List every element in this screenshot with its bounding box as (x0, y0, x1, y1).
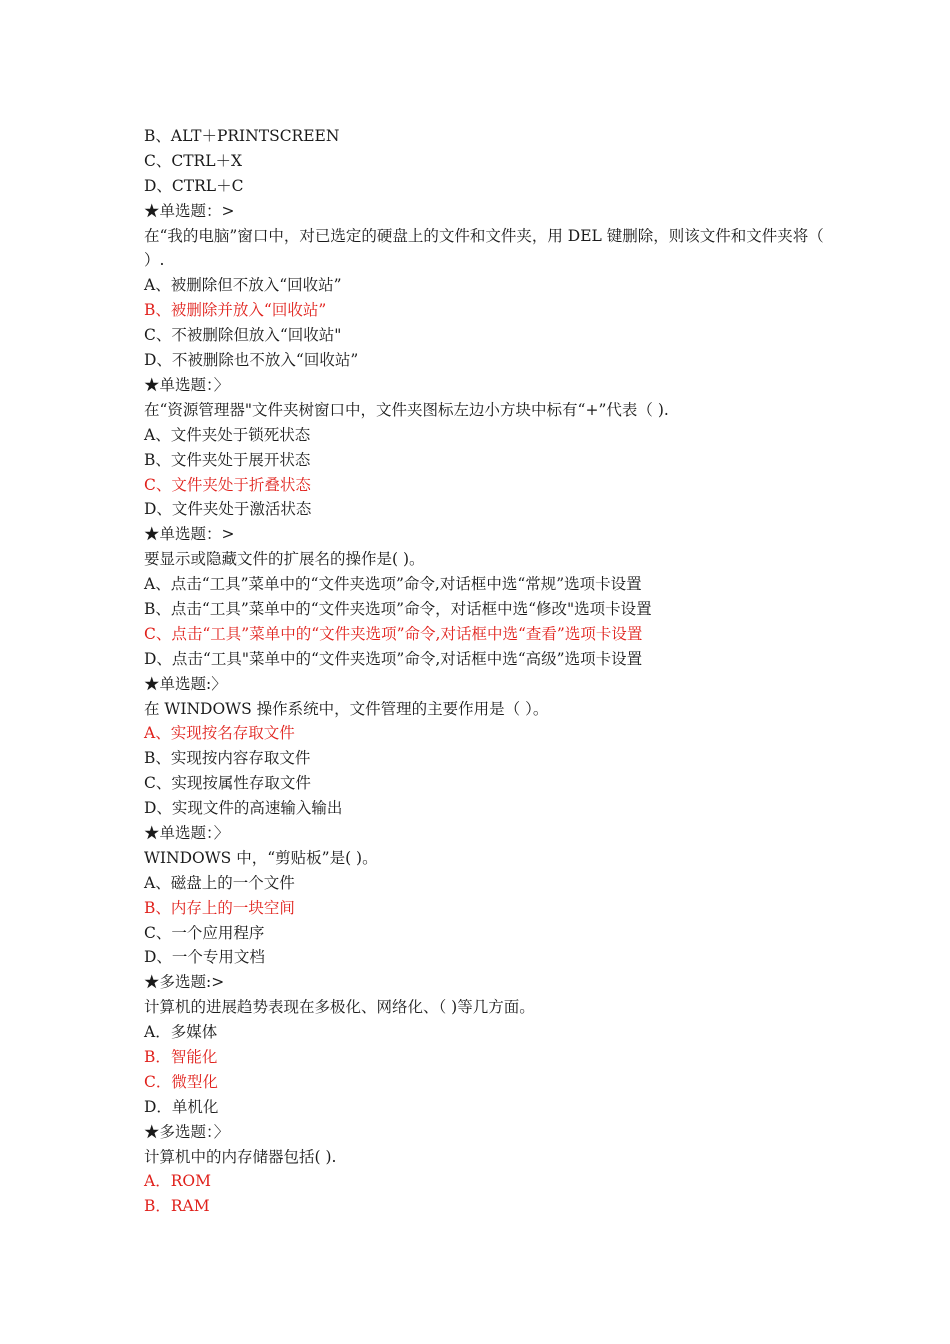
question-type-label: ★多选题：〉 (144, 1122, 230, 1141)
answer-option: B、文件夹处于展开状态 (144, 450, 311, 469)
answer-option: B、实现按内容存取文件 (144, 749, 311, 768)
answer-option: A、磁盘上的一个文件 (144, 873, 295, 892)
answer-option: C、实现按属性存取文件 (144, 774, 311, 793)
answer-option: D、CTRL＋C (144, 176, 244, 195)
question-type-label: ★单选题:〉 (144, 674, 227, 693)
question-text: 在“资源管理器"文件夹树窗口中，文件夹图标左边小方块中标有“+”代表（ ). (144, 400, 669, 419)
answer-option: C、不被删除但放入“回收站" (144, 326, 342, 345)
question-text: 在“我的电脑”窗口中，对已选定的硬盘上的文件和文件夹，用 DEL 键删除，则该文件和文件夹将（ ）. (144, 226, 824, 270)
question-text: 要显示或隐藏文件的扩展名的操作是( )。 (144, 550, 425, 569)
question-type-label: ★单选题：〉 (144, 375, 230, 394)
answer-option-correct: A、实现按名存取文件 (144, 724, 295, 743)
answer-option-correct: C．微型化 (144, 1072, 218, 1091)
answer-option: A、被删除但不放入“回收站” (144, 276, 342, 295)
question-text: WINDOWS 中，“剪贴板”是( )。 (144, 848, 378, 867)
question-type-label: ★单选题：> (144, 525, 235, 544)
answer-option: C、一个应用程序 (144, 923, 265, 942)
question-type-label: ★单选题：〉 (144, 823, 230, 842)
question-text: 计算机的进展趋势表现在多极化、网络化、（ )等几方面。 (144, 998, 535, 1017)
answer-option: A、点击“工具”菜单中的“文件夹选项”命令,对话框中选“常规”选项卡设置 (144, 575, 642, 594)
answer-option: D、实现文件的高速输入输出 (144, 799, 343, 818)
answer-option: C、CTRL＋X (144, 151, 243, 170)
answer-option: D．单机化 (144, 1097, 219, 1116)
question-type-label: ★单选题：> (144, 201, 235, 220)
answer-option-correct: B．智能化 (144, 1047, 218, 1066)
answer-option: B、点击“工具”菜单中的“文件夹选项”命令，对话框中选“修改"选项卡设置 (144, 599, 652, 618)
answer-option: D、文件夹处于激活状态 (144, 500, 312, 519)
question-text: 计算机中的内存储器包括( ). (144, 1147, 337, 1166)
answer-option: A．多媒体 (144, 1023, 218, 1042)
answer-option: A、文件夹处于锁死状态 (144, 425, 311, 444)
answer-option-correct: B．RAM (144, 1197, 210, 1216)
answer-option-correct: B、被删除并放入“回收站” (144, 301, 327, 320)
answer-option-correct: A．ROM (144, 1172, 211, 1191)
question-text: 在 WINDOWS 操作系统中，文件管理的主要作用是（ ）。 (144, 699, 549, 718)
answer-option: B、ALT＋PRINTSCREEN (144, 127, 340, 145)
answer-option: D、一个专用文档 (144, 948, 265, 967)
question-type-label: ★多选题:> (144, 973, 225, 992)
answer-option-correct: C、文件夹处于折叠状态 (144, 475, 311, 494)
answer-option-correct: B、内存上的一块空间 (144, 898, 295, 917)
document-page (144, 124, 824, 1219)
answer-option-correct: C、点击“工具”菜单中的“文件夹选项”命令,对话框中选“查看”选项卡设置 (144, 624, 643, 643)
answer-option: D、不被删除也不放入“回收站” (144, 351, 359, 370)
answer-option: D、点击“工具"菜单中的“文件夹选项”命令,对话框中选“高级”选项卡设置 (144, 649, 643, 668)
